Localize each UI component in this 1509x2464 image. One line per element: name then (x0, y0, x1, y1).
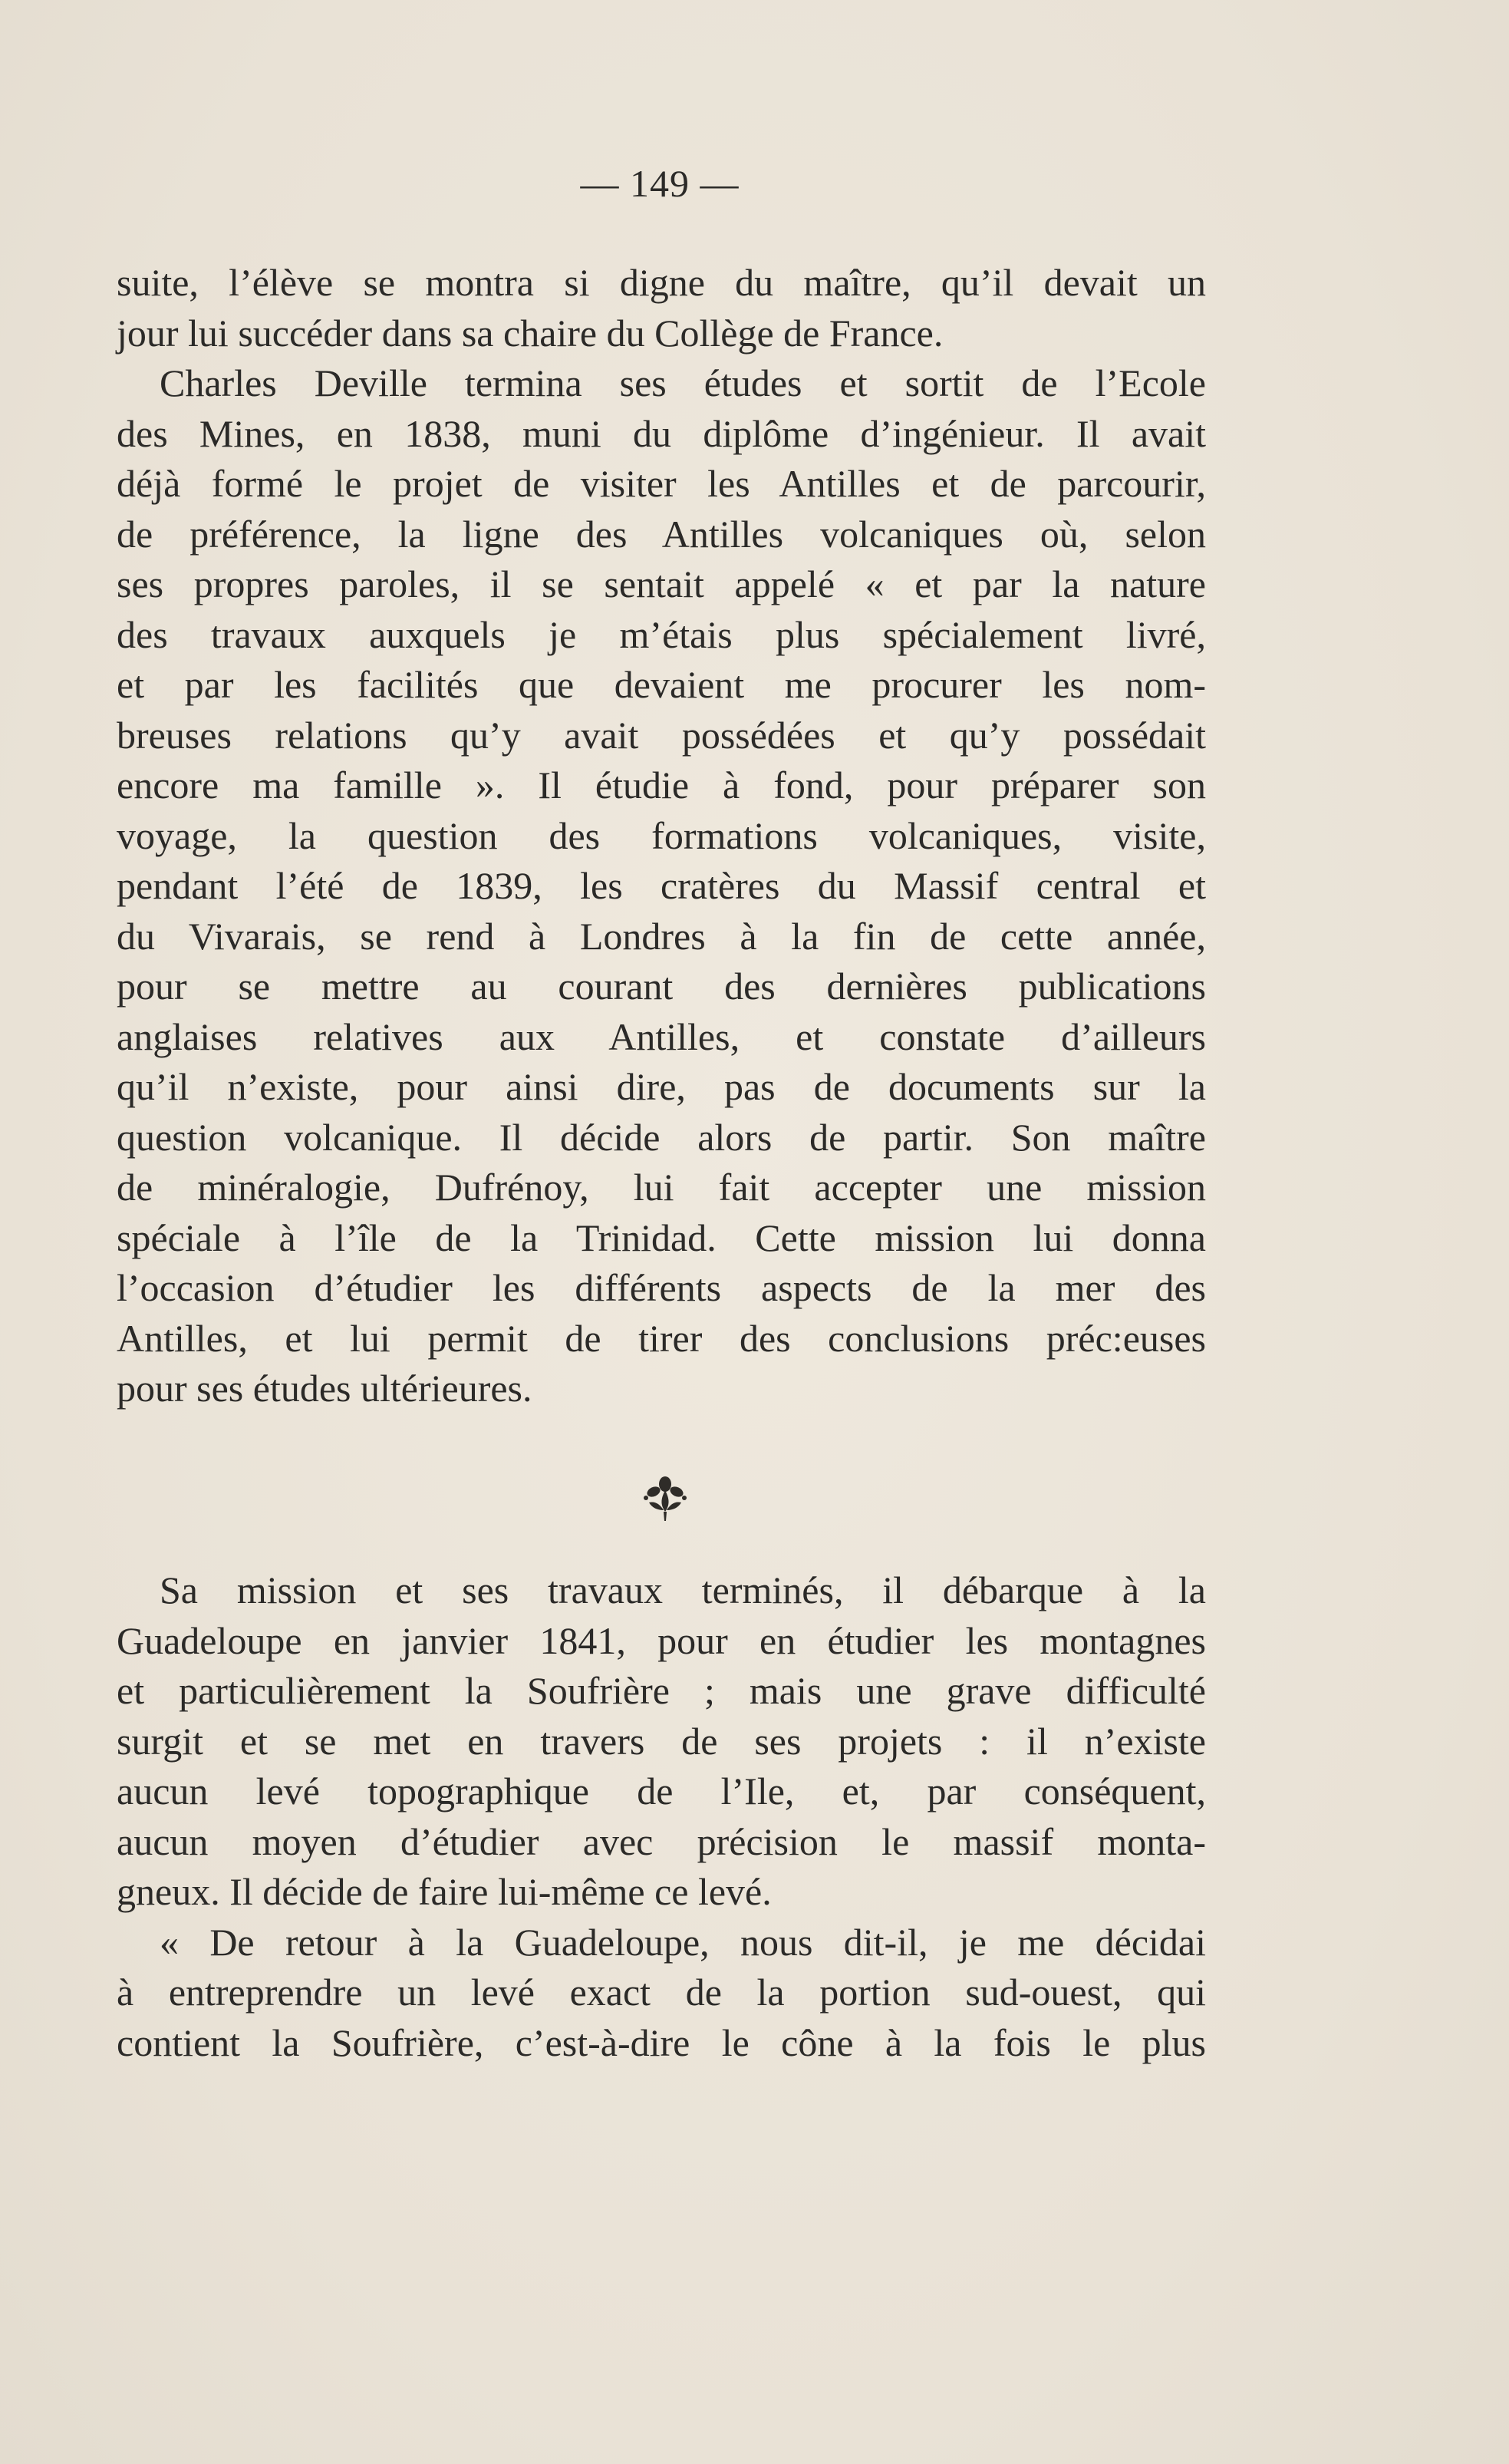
text-line: aucun moyen d’étudier avec précision le massif monta- (117, 1819, 1206, 1863)
page-number: — 149 — (580, 162, 740, 205)
text-block-bottom (117, 1565, 1206, 2068)
text-line: et particulièrement la Soufrière ; mais une grave difficulté (117, 1669, 1206, 1712)
text-line: de préférence, la ligne des Antilles volcaniques où, selon (117, 512, 1206, 556)
text-line: de minéralogie, Dufrénoy, lui fait accepter une mission (117, 1166, 1206, 1209)
text-line: ses propres paroles, il se sentait appelé « et par la nature (117, 562, 1206, 605)
text-line: jour lui succéder dans sa chaire du Collège de France. (117, 311, 944, 355)
text-line: des Mines, en 1838, muni du diplôme d’ingénieur. Il avait (117, 411, 1206, 455)
text-line: pour ses études ultérieures. (117, 1367, 532, 1410)
text-line: et par les facilités que devaient me procurer les nom- (117, 663, 1206, 706)
text-line: du Vivarais, se rend à Londres à la fin de cette année, (117, 914, 1206, 958)
text-line: question volcanique. Il décide alors de partir. Son maître (117, 1115, 1206, 1159)
text-line: contient la Soufrière, c’est-à-dire le cône à la fois le plus (117, 2020, 1206, 2064)
text-line: pour se mettre au courant des dernières publications (117, 965, 1206, 1008)
text-line: des travaux auxquels je m’étais plus spécialement livré, (117, 612, 1206, 656)
text-line: anglaises relatives aux Antilles, et constate d’ailleurs (117, 1014, 1206, 1058)
text-line: suite, l’élève se montra si digne du maître, qu’il devait un (117, 261, 1206, 304)
text-line: breuses relations qu’y avait possédées et qu’y possédait (117, 713, 1206, 757)
text-line: encore ma famille ». Il étudie à fond, pour préparer son (117, 764, 1206, 806)
text-line: « De retour à la Guadeloupe, nous dit-il, je me décidai (160, 1920, 1206, 1964)
text-line: Guadeloupe en janvier 1841, pour en étudier les montagnes (117, 1618, 1206, 1662)
text-line: déjà formé le projet de visiter les Antilles et de parcourir, (117, 462, 1206, 505)
text-line: l’occasion d’étudier les différents aspects de la mer des (117, 1266, 1206, 1309)
text-line: pendant l’été de 1839, les cratères du Massif central et (117, 864, 1206, 907)
text-line: Antilles, et lui permit de tirer des conclusions préc:euses (117, 1316, 1206, 1360)
text-line: surgit et se met en travers de ses projets : il n’existe (117, 1719, 1206, 1763)
text-block-top (117, 258, 1206, 1414)
text-line: gneux. Il décide de faire lui-même ce levé. (117, 1870, 772, 1913)
text-line: aucun levé topographique de l’Ile, et, par conséquent, (117, 1770, 1206, 1813)
text-line: Sa mission et ses travaux terminés, il débarque à la (160, 1568, 1206, 1611)
text-line: à entreprendre un levé exact de la portion sud-ouest, qui (117, 1971, 1206, 2014)
text-line: spéciale à l’île de la Trinidad. Cette mission lui donna (117, 1216, 1206, 1259)
text-line: voyage, la question des formations volcaniques, visite, (117, 813, 1206, 857)
fleuron-ornament-icon (638, 1473, 692, 1527)
text-line: qu’il n’existe, pour ainsi dire, pas de documents sur la (117, 1065, 1206, 1108)
text-line: Charles Deville termina ses études et sortit de l’Ecole (160, 361, 1206, 404)
